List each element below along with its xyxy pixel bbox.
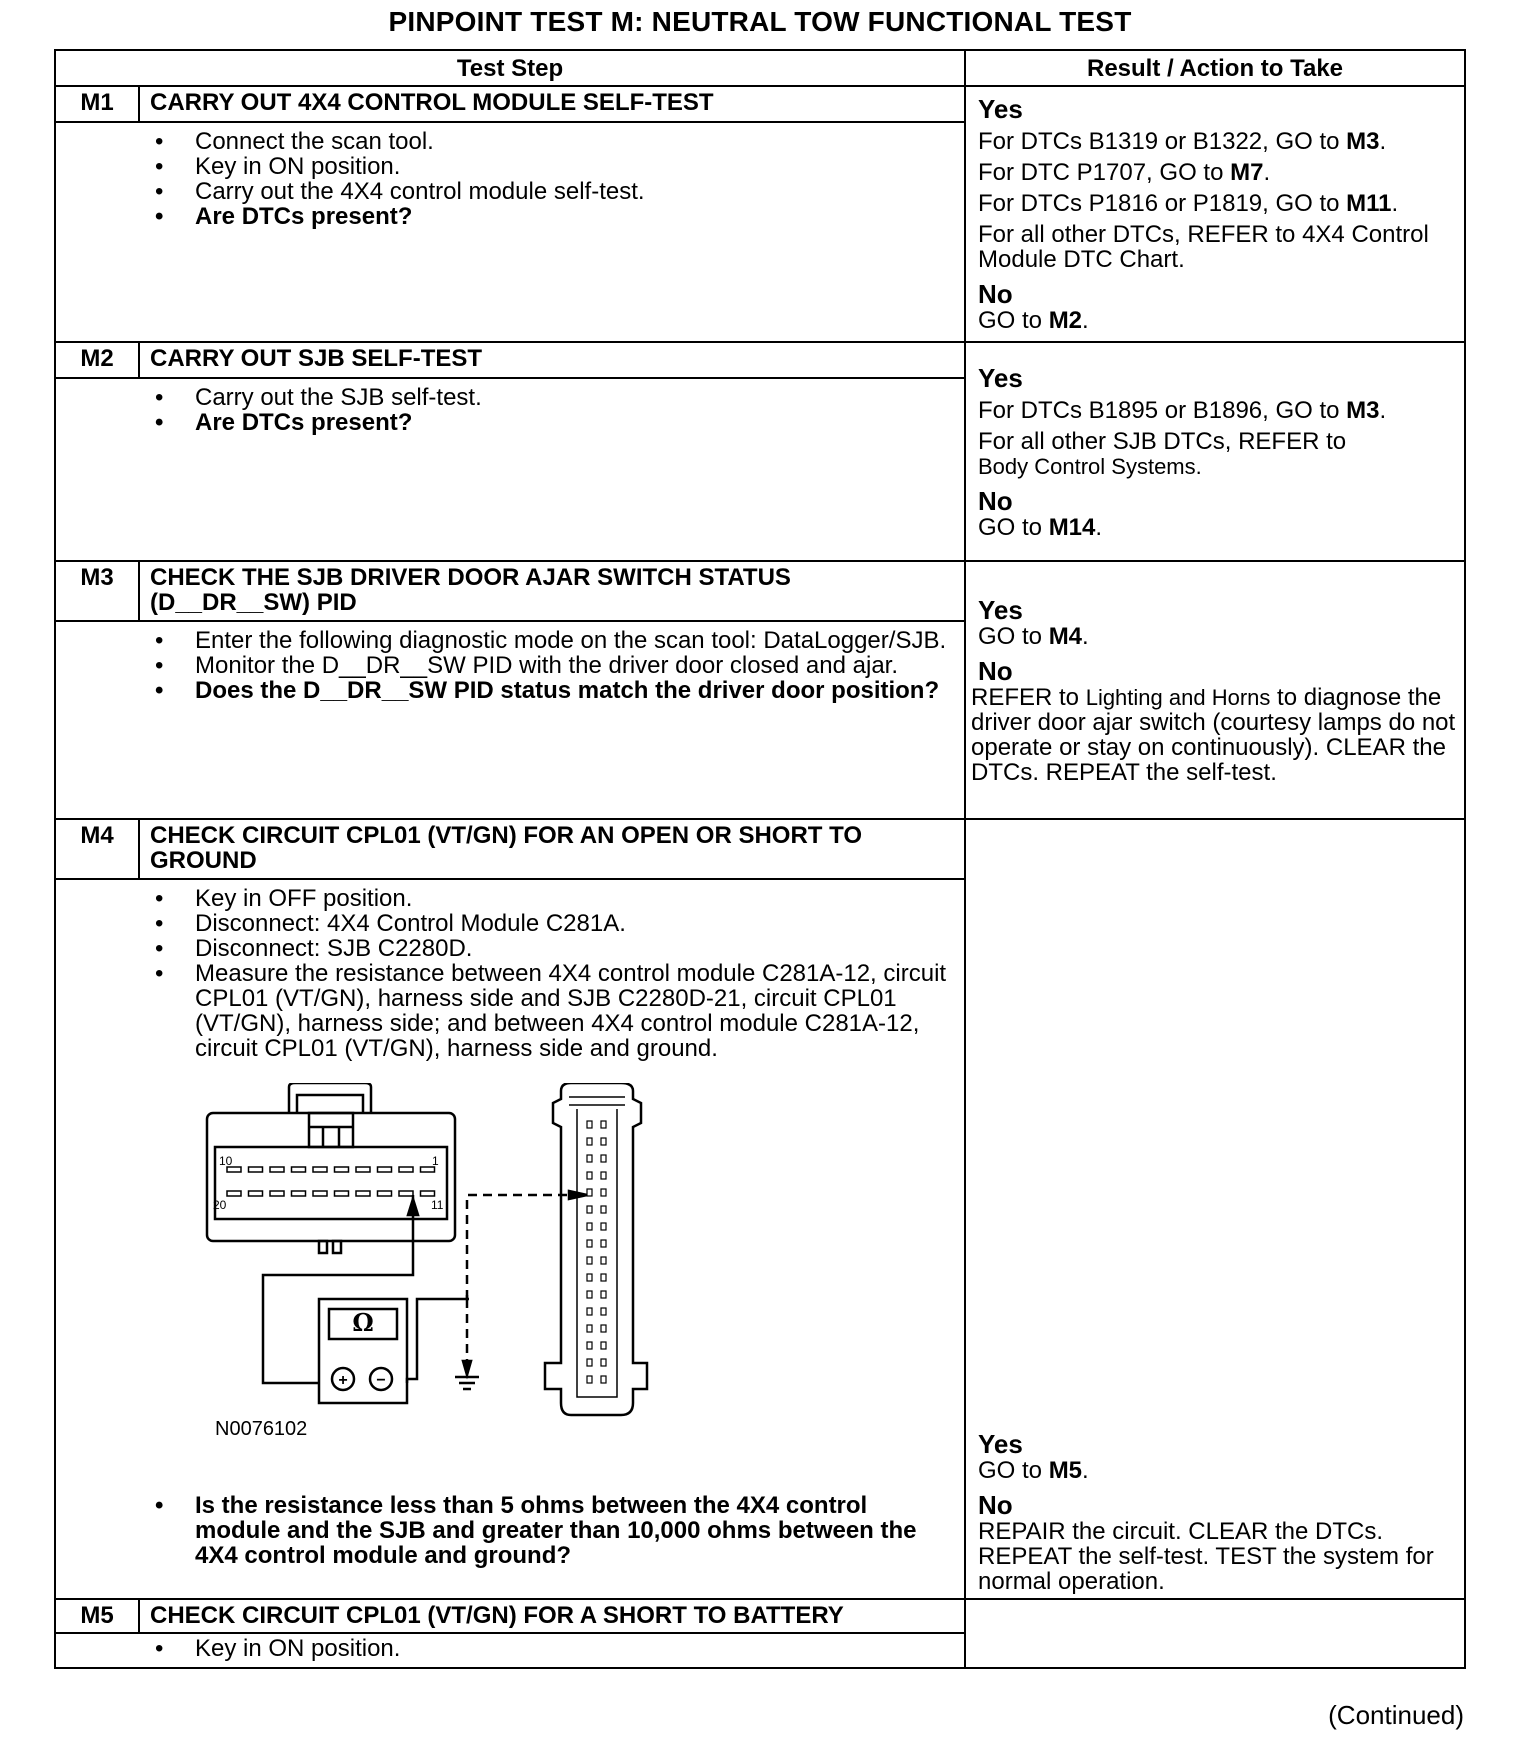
- step-bullet: • Disconnect: SJB C2280D.: [185, 936, 956, 961]
- meter-lead-positive: [263, 1255, 413, 1383]
- step-body: [139, 378, 965, 561]
- connector-pin: [313, 1167, 327, 1172]
- step-result: [965, 1599, 1465, 1668]
- sjb-pin: [601, 1376, 606, 1383]
- minus-sign: −: [376, 1372, 386, 1389]
- yes-label: Yes: [978, 1429, 1023, 1459]
- connector-pin: [292, 1191, 306, 1196]
- connector-pin: [356, 1191, 370, 1196]
- step-bullet: • Key in OFF position.: [185, 886, 956, 911]
- step-result: [965, 561, 1465, 819]
- step-bullet: • Key in ON position.: [185, 154, 956, 179]
- sjb-pin: [601, 1342, 606, 1349]
- result-line: Body Control Systems.: [978, 453, 1202, 479]
- connector-pin: [249, 1191, 263, 1196]
- connector-pin-row: [227, 1191, 435, 1196]
- continued-note: (Continued): [1328, 1700, 1464, 1730]
- connector-latch: [309, 1113, 353, 1147]
- no-label: No: [978, 1490, 1013, 1520]
- probe-tip: [408, 1199, 418, 1215]
- no-label: No: [978, 485, 1013, 516]
- connector-key: [319, 1241, 327, 1253]
- step-bullet: • Monitor the D__DR__SW PID with the driver door closed and ajar.: [185, 653, 956, 678]
- connector-pin: [270, 1167, 284, 1172]
- meter-lead-negative: [407, 1299, 469, 1383]
- sjb-pin: [587, 1206, 592, 1213]
- sjb-pin: [601, 1155, 606, 1162]
- connector-key: [333, 1241, 341, 1253]
- sjb-pin: [601, 1257, 606, 1264]
- connector-pin: [227, 1191, 241, 1196]
- step-id: M1: [55, 86, 139, 122]
- step-title: CHECK THE SJB DRIVER DOOR AJAR SWITCH STATUS (D__DR__SW) PID: [139, 561, 965, 621]
- sjb-pin: [587, 1359, 592, 1366]
- connector-pin: [313, 1191, 327, 1196]
- step-m5-title-row: [55, 1599, 1465, 1633]
- step-bullet: • Measure the resistance between 4X4 control module C281A-12, circuit CPL01 (VT/GN), harness side and SJB C2280D-21, circuit CPL01 (VT/GN), harness side; and between 4X4 control module C281A-12, circuit CPL01 (VT/GN), harness side and ground.: [185, 961, 956, 1061]
- step-bullet: • Enter the following diagnostic mode on the scan tool: DataLogger/SJB.: [185, 628, 956, 653]
- sjb-pin: [601, 1308, 606, 1315]
- sjb-pin: [601, 1172, 606, 1179]
- no-label: No: [978, 279, 1013, 309]
- pin-label: 1: [432, 1154, 439, 1168]
- sjb-pin: [601, 1189, 606, 1196]
- result-line: REPAIR the circuit. CLEAR the DTCs. REPEAT the self-test. TEST the system for normal operation.: [978, 1518, 1434, 1595]
- result-line: REFER to Lighting and Horns to diagnose the driver door ajar switch (courtesy lamps do not operate or stay on continuously). CLEAR the DTCs. REPEAT the self-test.: [971, 683, 1456, 786]
- sjb-pin: [587, 1325, 592, 1332]
- step-question: • Does the D__DR__SW PID status match the driver door position?: [185, 678, 956, 703]
- connector-pin: [270, 1191, 284, 1196]
- connector-pin: [421, 1191, 435, 1196]
- step-id: M2: [55, 342, 139, 378]
- result-line: For DTCs B1319 or B1322, GO to M3.: [978, 128, 1387, 155]
- no-label: No: [978, 655, 1013, 686]
- step-result: [965, 342, 1465, 561]
- step-m2-title-row: [55, 342, 1465, 378]
- step-result: [965, 86, 1465, 342]
- connector-pin: [399, 1191, 413, 1196]
- table-header-row: [55, 50, 1465, 86]
- sjb-pin: [601, 1240, 606, 1247]
- ohm-symbol: Ω: [352, 1308, 374, 1337]
- step-bullet: • Carry out the SJB self-test.: [185, 385, 956, 410]
- sjb-pin: [601, 1359, 606, 1366]
- connector-pin-row: [227, 1167, 435, 1172]
- sjb-pin: [587, 1291, 592, 1298]
- connector-pin: [335, 1167, 349, 1172]
- step-question: • Are DTCs present?: [185, 410, 956, 435]
- sjb-pin: [587, 1189, 592, 1196]
- pinpoint-test-table: [54, 49, 1466, 1669]
- step-bullet: • Disconnect: 4X4 Control Module C281A.: [185, 911, 956, 936]
- result-line: GO to M14.: [978, 513, 1103, 541]
- sjb-pin: [587, 1257, 592, 1264]
- sjb-pin: [601, 1121, 606, 1128]
- step-title: CHECK CIRCUIT CPL01 (VT/GN) FOR AN OPEN OR SHORT TO GROUND: [139, 819, 965, 879]
- sjb-pin: [587, 1121, 592, 1128]
- sjb-pin: [587, 1342, 592, 1349]
- step-title: CHECK CIRCUIT CPL01 (VT/GN) FOR A SHORT TO BATTERY: [139, 1599, 965, 1633]
- step-id: M5: [55, 1599, 139, 1633]
- sjb-pin: [587, 1240, 592, 1247]
- sjb-pin: [601, 1206, 606, 1213]
- result-header: Result / Action to Take: [965, 50, 1465, 86]
- result-line: GO to M2.: [978, 307, 1089, 334]
- sjb-pin: [587, 1274, 592, 1281]
- connector-pin: [399, 1167, 413, 1172]
- yes-label: Yes: [978, 594, 1023, 625]
- sjb-pin: [587, 1172, 592, 1179]
- connector-diagram: [189, 1083, 789, 1483]
- step-question: • Are DTCs present?: [185, 204, 956, 229]
- yes-label: Yes: [978, 362, 1023, 393]
- connector-pin: [335, 1191, 349, 1196]
- step-result: [965, 819, 1465, 1599]
- module-connector-housing: [207, 1113, 455, 1241]
- sjb-connector-housing: [545, 1083, 647, 1415]
- result-line: For DTC P1707, GO to M7.: [978, 159, 1271, 186]
- sjb-connector-face: [577, 1109, 617, 1397]
- connector-pin: [292, 1167, 306, 1172]
- sjb-pin: [601, 1223, 606, 1230]
- step-bullet: • Carry out the 4X4 control module self-test.: [185, 179, 956, 204]
- sjb-pin: [601, 1325, 606, 1332]
- pin-label: 20: [213, 1198, 227, 1212]
- sjb-pin: [587, 1138, 592, 1145]
- step-title: CARRY OUT SJB SELF-TEST: [139, 342, 965, 378]
- pin-label: 10: [219, 1154, 233, 1168]
- step-m4-title-row: [55, 819, 1465, 879]
- sjb-pin: [587, 1223, 592, 1230]
- step-m3-title-row: [55, 561, 1465, 621]
- yes-label: Yes: [978, 94, 1023, 124]
- sjb-pin: [601, 1274, 606, 1281]
- sjb-pin: [587, 1376, 592, 1383]
- step-bullet: • Connect the scan tool.: [185, 129, 956, 154]
- step-body: [139, 879, 965, 1599]
- test-step-header: Test Step: [55, 50, 965, 86]
- sjb-pin: [587, 1308, 592, 1315]
- sjb-pin: [601, 1138, 606, 1145]
- result-line: For all other SJB DTCs, REFER to: [978, 427, 1347, 455]
- step-body: [139, 1633, 965, 1668]
- sjb-lead: [467, 1195, 585, 1299]
- result-line: GO to M5.: [978, 1457, 1089, 1484]
- figure-id: N0076102: [215, 1418, 308, 1440]
- sjb-pin: [601, 1291, 606, 1298]
- step-bullet: • Key in ON position.: [185, 1636, 956, 1661]
- result-line: For all other DTCs, REFER to 4X4 Control Module DTC Chart.: [978, 221, 1429, 273]
- connector-pin: [356, 1167, 370, 1172]
- step-body: [139, 122, 965, 342]
- sjb-pin: [587, 1155, 592, 1162]
- connector-pin: [378, 1191, 392, 1196]
- step-m1-title-row: [55, 86, 1465, 122]
- connector-latch: [289, 1083, 371, 1113]
- step-id: M3: [55, 561, 139, 621]
- result-line: For DTCs P1816 or P1819, GO to M11.: [978, 190, 1399, 217]
- result-line: GO to M4.: [978, 622, 1089, 650]
- connector-pin: [249, 1167, 263, 1172]
- result-line: For DTCs B1895 or B1896, GO to M3.: [978, 396, 1387, 424]
- step-question: • Is the resistance less than 5 ohms between the 4X4 control module and the SJB and greater than 10,000 ohms between the 4X4 control module and ground?: [185, 1493, 956, 1568]
- plus-sign: +: [338, 1372, 348, 1389]
- sjb-pin-grid: [587, 1121, 606, 1383]
- step-id: M4: [55, 819, 139, 879]
- pin-label: 11: [431, 1198, 444, 1212]
- step-title: CARRY OUT 4X4 CONTROL MODULE SELF-TEST: [139, 86, 965, 122]
- probe-tip: [569, 1191, 587, 1199]
- step-body: [139, 621, 965, 819]
- connector-latch: [297, 1095, 363, 1113]
- connector-pin: [378, 1167, 392, 1172]
- page-title: PINPOINT TEST M: NEUTRAL TOW FUNCTIONAL TEST: [388, 6, 1132, 37]
